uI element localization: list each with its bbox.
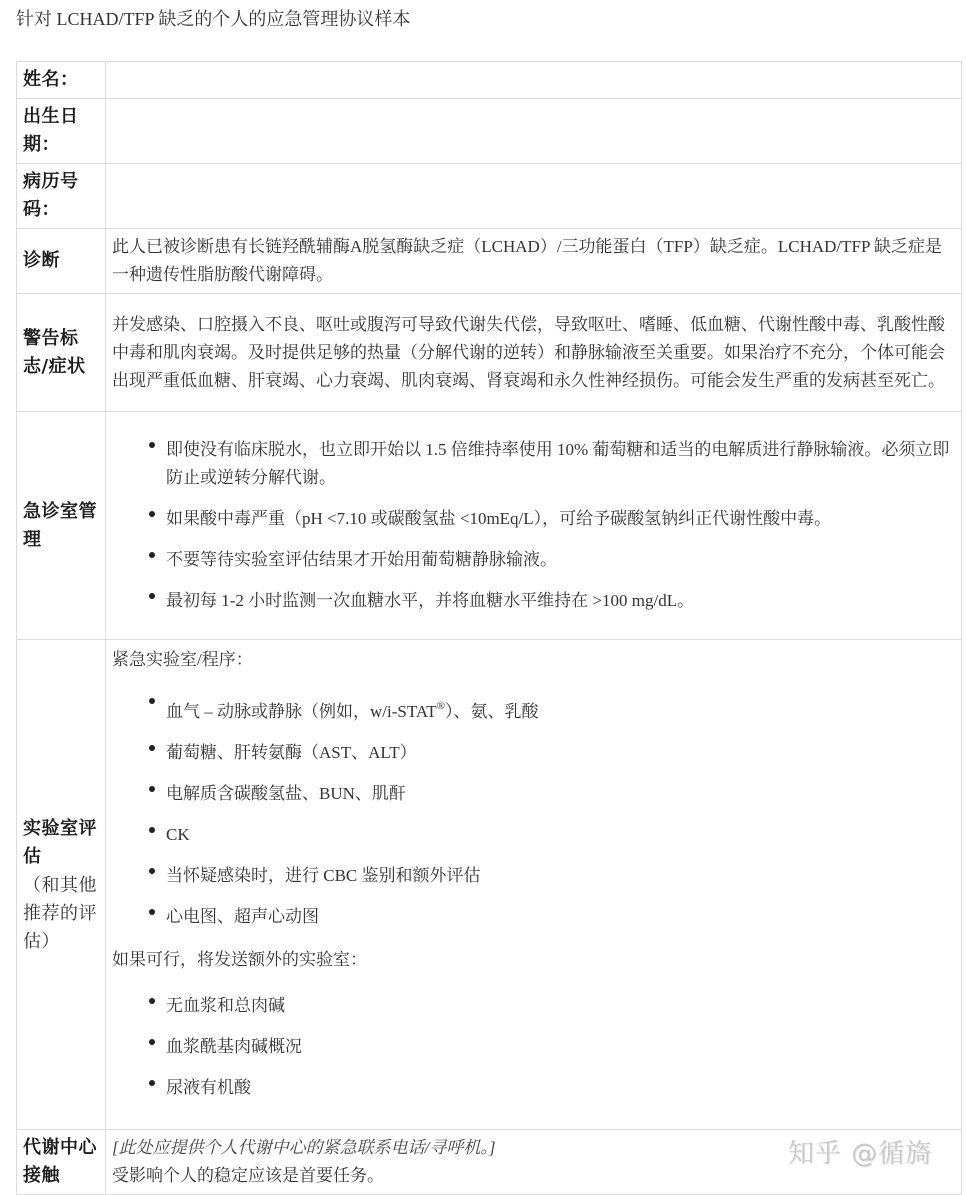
row-warning — [17, 294, 962, 412]
watermark: 知乎 @循旖 — [788, 1139, 933, 1169]
er-item: 不要等待实验室评估结果才开始用葡萄糖静脉输液。 — [166, 540, 955, 581]
lab-emergency-list — [112, 686, 955, 938]
label-mrn: 病历号码： — [17, 164, 106, 229]
label-lab-sub: （和其他推荐的评估） — [23, 874, 97, 951]
lab-emergency-item: 心电图、超声心动图 — [166, 897, 955, 938]
lab-emergency-item: CK — [166, 815, 955, 856]
lab-emergency-item: 当怀疑感染时，进行 CBC 鉴别和额外评估 — [166, 856, 955, 897]
value-mrn — [106, 164, 962, 229]
label-name: 姓名： — [17, 62, 106, 99]
value-contact — [106, 1130, 962, 1195]
lab-emergency-item: 血气 – 动脉或静脉（例如，w/i-STAT®）、氨、乳酸 — [166, 686, 955, 733]
protocol-table — [16, 61, 962, 1195]
label-contact: 代谢中心接触 — [17, 1130, 106, 1195]
er-item: 即使没有临床脱水，也立即开始以 1.5 倍维持率使用 10% 葡萄糖和适当的电解质进行静脉输液。必须立即防止或逆转分解代谢。 — [166, 430, 955, 499]
row-dob — [17, 99, 962, 164]
value-warning: 并发感染、口腔摄入不良、呕吐或腹泻可导致代谢失代偿，导致呕吐、嗜睡、低血糖、代谢性酸中毒、乳酸性酸中毒和肌肉衰竭。及时提供足够的热量（分解代谢的逆转）和静脉输液至关重要。如果治疗不充分，个体可能会出现严重低血糖、肝衰竭、心力衰竭、肌肉衰竭、肾衰竭和永久性神经损伤。可能会发生严重的发病甚至死亡。 — [106, 294, 962, 412]
lab-emergency-item: 葡萄糖、肝转氨酶（AST、ALT） — [166, 733, 955, 774]
value-dob — [106, 99, 962, 164]
row-er-management — [17, 412, 962, 640]
er-item: 如果酸中毒严重（pH <7.10 或碳酸氢盐 <10mEq/L），可给予碳酸氢钠纠正代谢性酸中毒。 — [166, 499, 955, 540]
row-lab-evaluation — [17, 640, 962, 1130]
row-name — [17, 62, 962, 99]
label-diagnosis: 诊断 — [17, 229, 106, 294]
label-er: 急诊室管理 — [17, 412, 106, 640]
contact-placeholder: [此处应提供个人代谢中心的紧急联系电话/寻呼机。] — [112, 1138, 496, 1157]
er-item: 最初每 1-2 小时监测一次血糖水平，并将血糖水平维持在 >100 mg/dL。 — [166, 581, 955, 622]
lab-additional-item: 血浆酰基肉碱概况 — [166, 1027, 955, 1068]
row-diagnosis — [17, 229, 962, 294]
lab-additional-item: 无血浆和总肉碱 — [166, 986, 955, 1027]
label-dob: 出生日期： — [17, 99, 106, 164]
lab-additional-heading: 如果可行，将发送额外的实验室： — [112, 950, 367, 969]
label-lab-main: 实验室评估 — [23, 817, 97, 867]
lab-emergency-heading: 紧急实验室/程序： — [112, 650, 253, 669]
er-list — [112, 430, 955, 622]
row-metabolic-contact — [17, 1130, 962, 1195]
lab-additional-item: 尿液有机酸 — [166, 1068, 955, 1109]
contact-note: 受影响个人的稳定应该是首要任务。 — [112, 1166, 384, 1185]
row-mrn — [17, 164, 962, 229]
value-lab — [106, 640, 962, 1130]
document-title: 针对 LCHAD/TFP 缺乏的个人的应急管理协议样本 — [16, 9, 411, 29]
registered-mark: ® — [436, 700, 445, 712]
lab-additional-list — [112, 986, 955, 1109]
value-name — [106, 62, 962, 99]
label-warning: 警告标志/症状 — [17, 294, 106, 412]
label-lab — [17, 640, 106, 1130]
value-diagnosis: 此人已被诊断患有长链羟酰辅酶A脱氢酶缺乏症（LCHAD）/三功能蛋白（TFP）缺乏症。LCHAD/TFP 缺乏症是一种遗传性脂肪酸代谢障碍。 — [106, 229, 962, 294]
lab-emergency-item: 电解质含碳酸氢盐、BUN、肌酐 — [166, 774, 955, 815]
value-er — [106, 412, 962, 640]
